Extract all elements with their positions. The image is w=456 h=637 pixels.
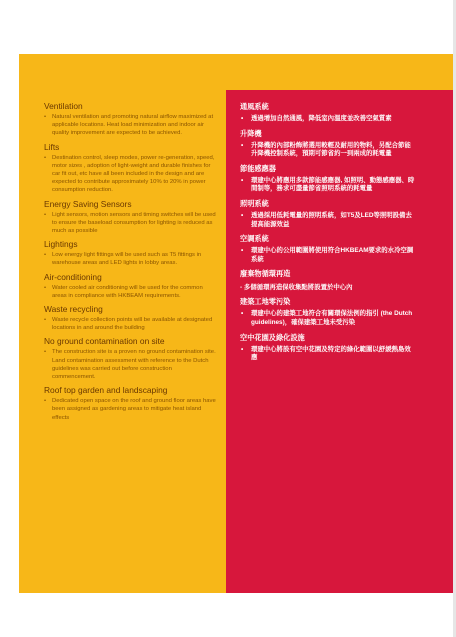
zh-section-waste [240,269,416,292]
bullet-point: • Natural ventilation and promoting natural airflow maximized at applicable locations. Heat load minimization and indoor air quality improvement are expected to be achieved. [44,113,216,138]
section-ventilation [44,101,216,138]
english-content [44,101,216,426]
bullet-point: • 環建中心的公用範圍將使用符合HKBEAM要求的水冷空調系統 [240,247,416,264]
section-energy-saving-sensors [44,199,216,236]
section-lightings [44,239,216,267]
zh-section-roof-garden [240,333,416,363]
section-title: 廢棄物循環再造 [240,269,291,279]
chinese-content [240,102,416,368]
bullet-point: • 環建中心將應用多款節能感應器, 如照明、動態感應器、時間制等，務求可盡量節省照明系統的耗電量 [240,177,416,194]
section-title: 升降機 [240,128,262,138]
section-title: 節能感應器 [240,163,276,173]
zh-section-lifts [240,129,416,159]
bullet-point: • 透過採用低耗電量的照明系統，如T5及LED等照明設備去提高能源效益 [240,212,416,229]
bullet-point: • The construction site is a proven no ground contamination site. Land contamination assessment with reference to the Dutch guidelines was carried out before construction commencement. [44,348,216,381]
section-title: Waste recycling [44,304,103,315]
section-title: 照明系統 [240,198,269,208]
bullet-point: • Light sensors, motion sensors and timing switches will be used to ensure the baseload consumption for lighting is reduced as much as possible [44,211,216,236]
bullet-point: • Waste recycle collection points will be available at designated locations in and around the building [44,316,216,332]
bullet-point: • 透過增加自然通風，降低室內溫度並改善空氣質素 [240,115,416,124]
section-air-conditioning [44,272,216,300]
zh-section-contamination [240,297,416,327]
section-lifts [44,142,216,195]
bullet-point: • Low energy light fittings will be used such as T5 fittings in warehouse areas and LED lights in lobby areas. [44,251,216,267]
section-title: Air-conditioning [44,271,102,282]
zh-section-sensors [240,164,416,194]
section-title: Energy Saving Sensors [44,198,132,209]
section-ground-contamination [44,336,216,381]
section-title: 空調系統 [240,234,269,244]
bullet-point: • Water cooled air conditioning will be used for the common areas in compliance with HKBEAM requirements. [44,284,216,300]
zh-section-aircon [240,234,416,264]
waste-recycle-note: - 多個循環再造保收集點將設置於中心內 [240,284,353,292]
section-title: Ventilation [44,101,83,111]
section-title: No ground contamination on site [44,336,165,347]
section-title: 空中花園及綠化設施 [240,332,305,342]
section-title: 建築工地零污染 [240,297,291,307]
section-title: 通風系統 [240,102,269,111]
bullet-point: • 環建中心的建築工地符合有關環保法例的指引 (the Dutch guidelines)，確保建築工地未受污染 [240,310,416,327]
bullet-point: • Destination control, sleep modes, power re-generation, speed, motor sizes , adoption of light-weight and durable finishes for car fit out, etc have all been included in the design and are expected to contribute approximately 10% to 20% in power consumption reduction. [44,154,216,195]
header-band [19,54,456,90]
section-waste-recycling [44,304,216,332]
bullet-point: • 升降機的內部粉飾將選用較輕及耐用的物料，另配合節能升降機控制系統，預期可節省約一到兩成的耗電量 [240,142,416,159]
section-title: Roof top garden and landscaping [44,385,168,396]
section-title: Lifts [44,141,60,152]
bullet-point: • 環建中心將設有空中花園及特定的綠化範圍以舒緩熱島效應 [240,346,416,363]
section-title: Lightings [44,239,78,250]
bullet-point: • Dedicated open space on the roof and ground floor areas have been assigned as gardening areas to mitigate heat island effects [44,397,216,422]
zh-section-ventilation [240,102,416,124]
zh-section-lighting [240,199,416,229]
section-roof-garden [44,385,216,422]
